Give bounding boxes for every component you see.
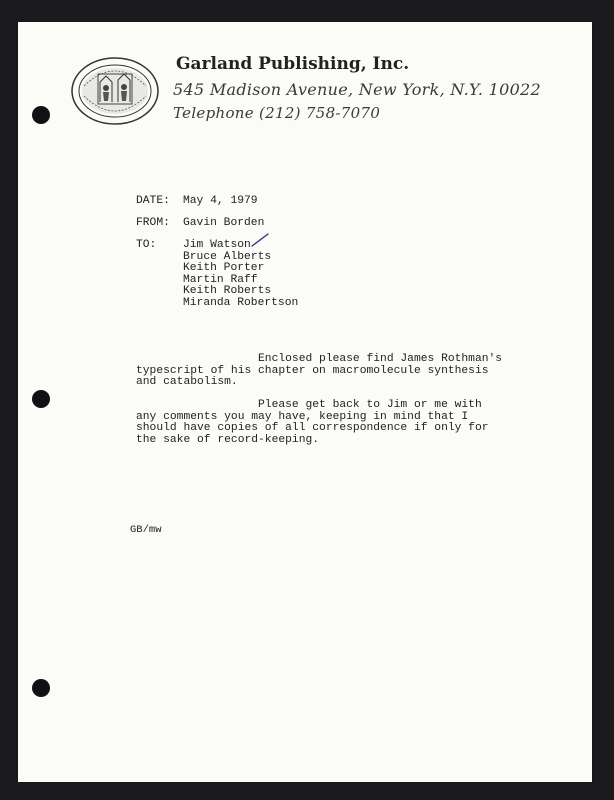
date-value: May 4, 1979 [183, 195, 258, 207]
from-label: FROM: [136, 217, 170, 229]
recipient: Martin Raff [183, 273, 258, 286]
publisher-seal-logo [70, 56, 160, 126]
recipient: Keith Roberts [183, 285, 272, 297]
binder-hole-middle [32, 390, 50, 408]
recipient: Jim Watson [183, 239, 251, 251]
letter-page [18, 22, 592, 782]
binder-hole-bottom [32, 679, 50, 697]
binder-hole-top [32, 106, 50, 124]
from-value: Gavin Borden [183, 217, 265, 229]
to-label: TO: [136, 239, 157, 251]
body-paragraph-2: Please get back to Jim or me with any comments you may have, keeping in mind that I should have copies of all correspondence if only for the sake of record-keeping. [136, 399, 489, 446]
recipient: Miranda Robertson [183, 296, 299, 309]
recipient-list [183, 240, 298, 309]
date-label: DATE: [136, 195, 170, 207]
typist-initials: GB/mw [130, 524, 162, 536]
recipient: Keith Porter [183, 262, 265, 274]
company-address: 545 Madison Avenue, New York, N.Y. 10022 [173, 80, 542, 99]
company-telephone: Telephone (212) 758-7070 [173, 104, 381, 122]
pen-check-mark [250, 232, 270, 248]
body-paragraph-1: Enclosed please find James Rothman's typescript of his chapter on macromolecule synthesis and catabolism. [136, 353, 503, 388]
recipient: Bruce Alberts [183, 250, 272, 263]
company-name: Garland Publishing, Inc. [176, 54, 410, 74]
